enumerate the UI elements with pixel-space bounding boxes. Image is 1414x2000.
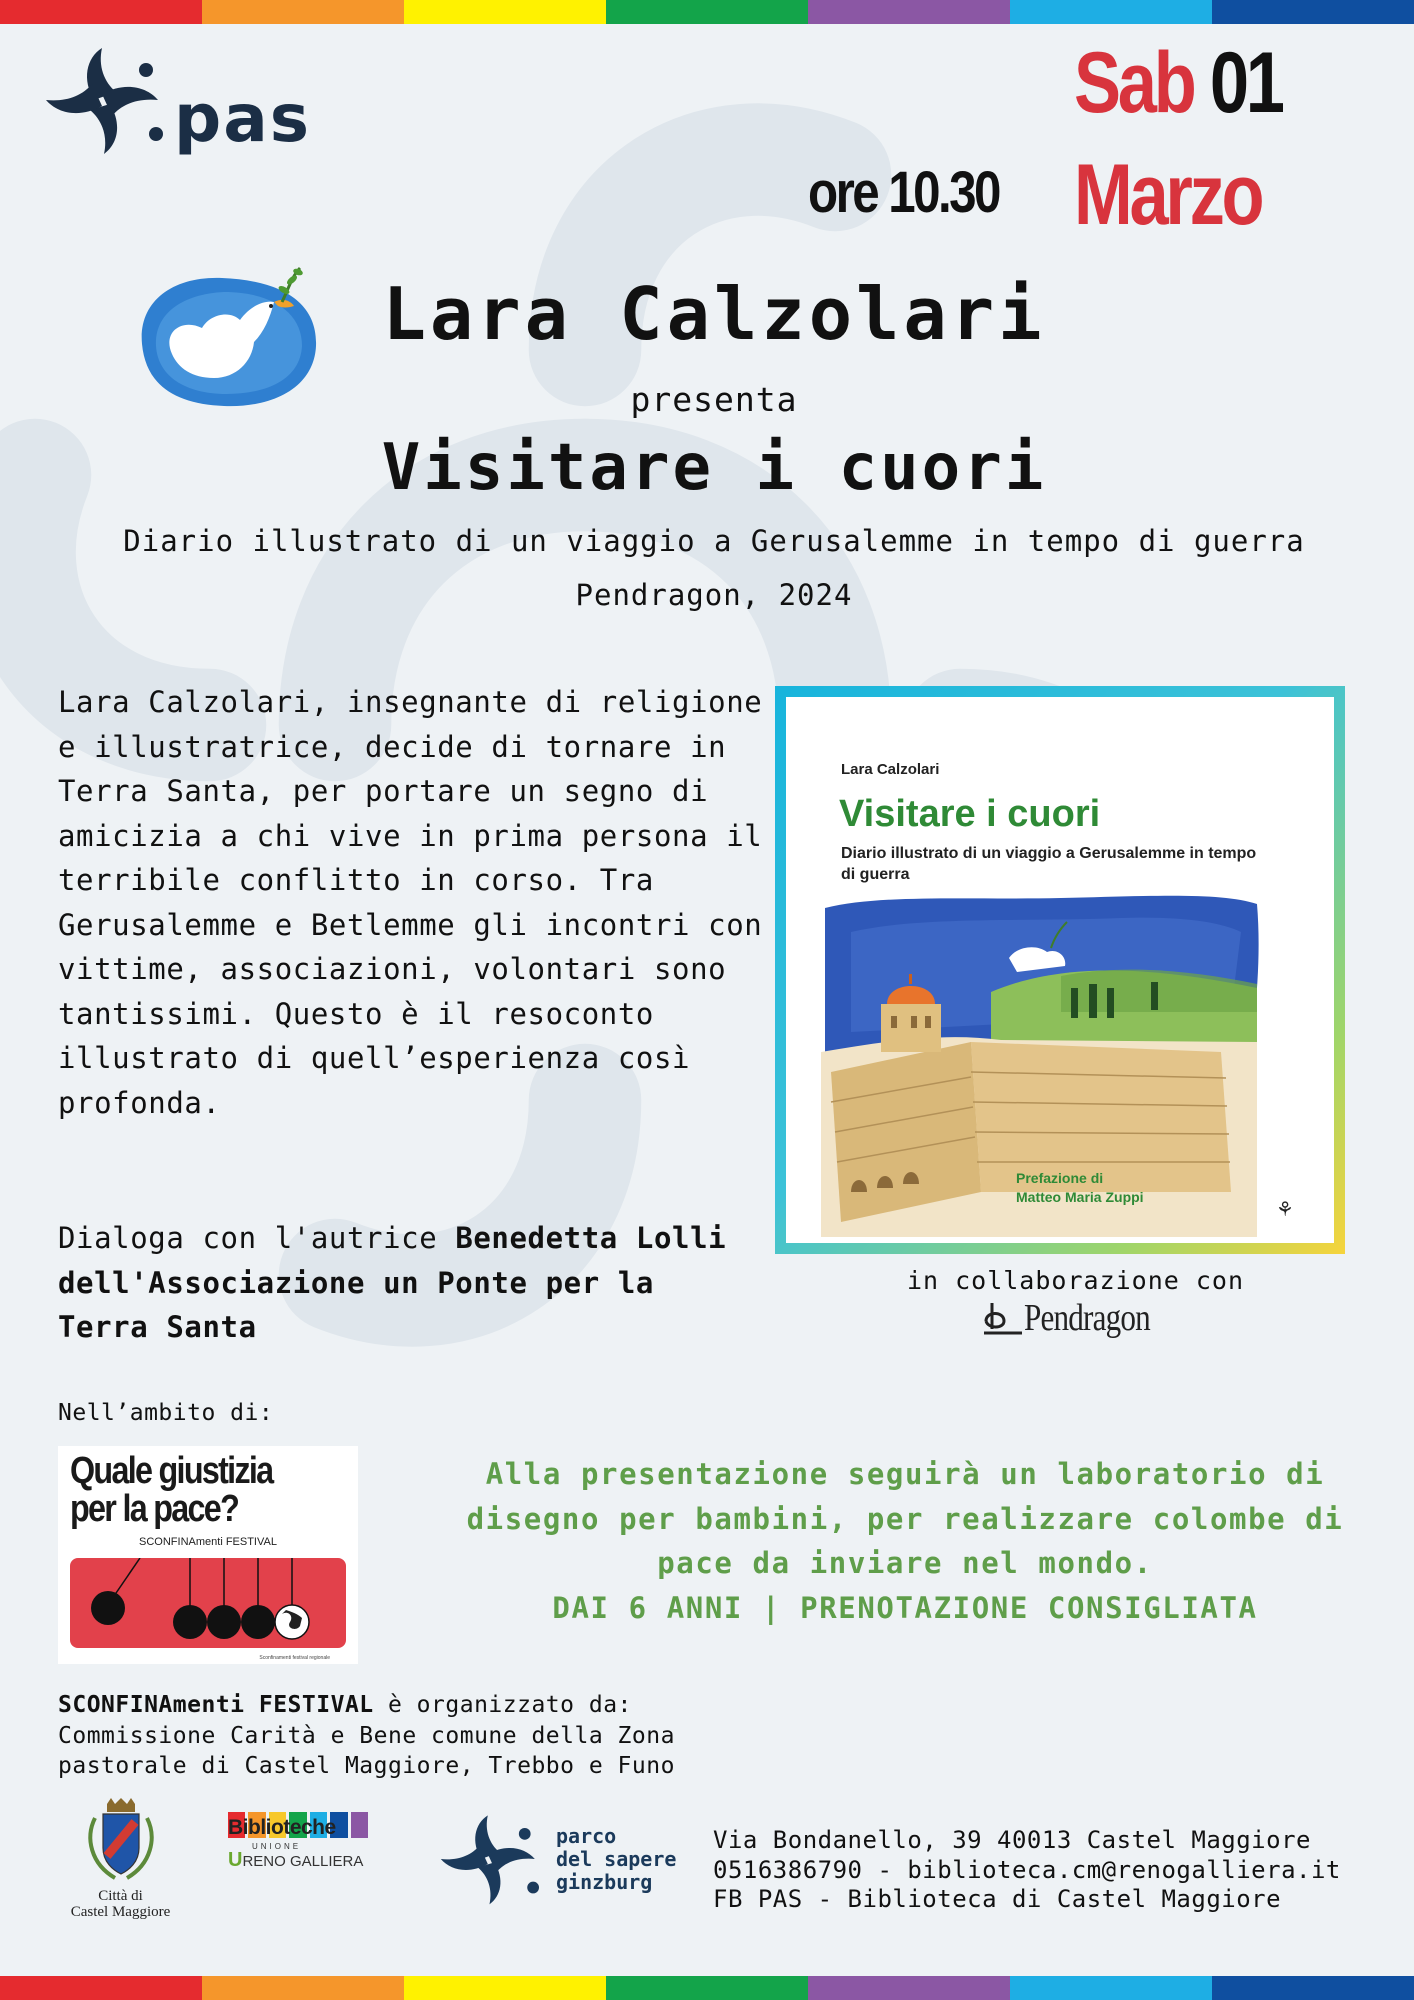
organizer-suffix: è organizzato da:: [373, 1692, 632, 1718]
parco-words: [556, 1825, 676, 1894]
city-name-line2: Castel Maggiore: [70, 1904, 171, 1920]
region-mark: U: [228, 1849, 243, 1871]
pendragon-mark-icon: [982, 1299, 1024, 1337]
dialogue-info: [58, 1216, 758, 1350]
rainbow-stripe: [1212, 1976, 1414, 2000]
book-subtitle: Diario illustrato di un viaggio a Gerusalemme in tempo di guerra: [123, 524, 1305, 558]
biblioteche-region: [228, 1849, 368, 1872]
rainbow-bar-bottom: [0, 1976, 1414, 2000]
pendragon-logo-word: Pendragon: [1024, 1297, 1150, 1339]
presents-label: presenta: [630, 380, 798, 419]
festival-question: [70, 1452, 272, 1528]
dialogue-guest: Benedetta Lolli dell'Associazione un Ponte per la Terra Santa: [58, 1221, 727, 1344]
book-cover: [786, 697, 1334, 1243]
organizer-heading: [58, 1690, 675, 1721]
festival-poster: [58, 1446, 358, 1664]
pendragon-logo: [982, 1296, 1178, 1340]
event-month: Marzo: [1074, 147, 1262, 243]
book-description: Lara Calzolari, insegnante di religione e illustratrice, decide di tornare in Terra Santa, per portare un segno di amicizia a chi vive in prima persona il terribile conflitto in corso. Tra Gerusalemme e Betlemme gli incontri con vittime, associazioni, volontari sono tantissimi. Questo è il resoconto illustrato di quell’esperienza così profonda.: [58, 685, 763, 1120]
festival-intro: Nell’ambito di:: [58, 1400, 274, 1426]
phone-email: 0516386790 - biblioteca.cm@renogalliera.it: [713, 1855, 1341, 1884]
cover-subtitle: Diario illustrato di un viaggio a Gerusalemme in tempo di guerra: [841, 845, 1257, 883]
parco-spiral-icon: [436, 1812, 548, 1906]
cover-publisher-mark-icon: ⚘: [1276, 1199, 1294, 1221]
social-page: FB PAS - Biblioteca di Castel Maggiore: [713, 1885, 1282, 1913]
author-name: Lara Calzolari: [382, 272, 1046, 356]
parco-line1: parco: [556, 1823, 617, 1848]
region-name: RENO GALLIERA: [242, 1853, 364, 1870]
rainbow-stripe: [808, 0, 1010, 24]
book-title: Visitare i cuori: [381, 431, 1047, 505]
dialogue-prefix: Dialoga con l'autrice: [58, 1221, 456, 1255]
book-cover-frame: [775, 686, 1345, 1254]
pendulum-illustration-icon: [70, 1558, 346, 1648]
collaboration-label: in collaborazione con: [906, 1266, 1245, 1295]
biblioteche-union: UNIONE: [252, 1842, 302, 1851]
biblioteche-name: Biblioteche: [228, 1816, 336, 1839]
festival-poster-note: Sconfinamenti festival regionale: [259, 1655, 330, 1661]
book-publisher: Pendragon, 2024: [575, 578, 853, 612]
parco-del-sapere-logo: [436, 1812, 676, 1906]
rainbow-stripe: [1010, 0, 1212, 24]
organizer-line2: pastorale di Castel Maggiore, Trebbo e Funo: [58, 1753, 675, 1779]
organizer-info: [58, 1690, 675, 1782]
cover-preface: [1016, 1169, 1144, 1207]
pas-logo-word: pas: [174, 80, 312, 157]
address: Via Bondanello, 39 40013 Castel Maggiore: [713, 1826, 1311, 1854]
rainbow-bar-top: [0, 0, 1414, 24]
workshop-details: DAI 6 ANNI | PRENOTAZIONE CONSIGLIATA: [552, 1590, 1258, 1625]
rainbow-stripe: [202, 0, 404, 24]
biblioteche-reno-galliera-logo: [228, 1812, 368, 1872]
festival-question-line1: Quale giustizia: [70, 1450, 273, 1492]
pas-spiral-icon: [42, 44, 172, 156]
pas-logo: [42, 44, 311, 156]
city-name-line1: Città di: [98, 1888, 143, 1904]
city-crest-icon: [81, 1798, 161, 1882]
workshop-info: [430, 1452, 1380, 1630]
rainbow-stripe: [404, 0, 606, 24]
organizer-festival-name: SCONFINAmenti FESTIVAL: [58, 1692, 374, 1718]
rainbow-stripe: [808, 1976, 1010, 2000]
rainbow-stripe: [0, 0, 202, 24]
city-name: [58, 1888, 183, 1920]
festival-poster-name: SCONFINAmenti FESTIVAL: [139, 1536, 277, 1548]
rainbow-stripe: [1010, 1976, 1212, 2000]
rainbow-stripe: [1212, 0, 1414, 24]
parco-line2: del sapere: [556, 1846, 677, 1871]
event-day: [1074, 35, 1282, 131]
workshop-text: Alla presentazione seguirà un laboratorio di disegno per bambini, per realizzare colombe di pace da inviare nel mondo.: [466, 1457, 1344, 1580]
rainbow-stripe: [0, 1976, 202, 2000]
organizer-line1: Commissione Carità e Bene comune della Zona: [58, 1722, 675, 1749]
city-castel-maggiore-logo: [58, 1798, 183, 1920]
festival-question-line2: per la pace?: [70, 1488, 239, 1530]
cover-title: Visitare i cuori: [839, 793, 1101, 835]
parco-line3: ginzburg: [556, 1869, 653, 1894]
event-day-number: 01: [1209, 35, 1282, 131]
cover-preface-author: Matteo Maria Zuppi: [1016, 1189, 1144, 1205]
rainbow-stripe: [202, 1976, 404, 2000]
rainbow-stripe: [606, 0, 808, 24]
rainbow-stripe: [404, 1976, 606, 2000]
cover-author: Lara Calzolari: [841, 761, 940, 778]
festival-pendulum-box: [70, 1558, 346, 1648]
rainbow-stripe: [606, 1976, 808, 2000]
contact-info: [713, 1826, 1341, 1915]
event-time: ore 10.30: [808, 160, 999, 225]
cover-preface-label: Prefazione di: [1016, 1170, 1104, 1186]
event-weekday: Sab: [1074, 35, 1194, 131]
